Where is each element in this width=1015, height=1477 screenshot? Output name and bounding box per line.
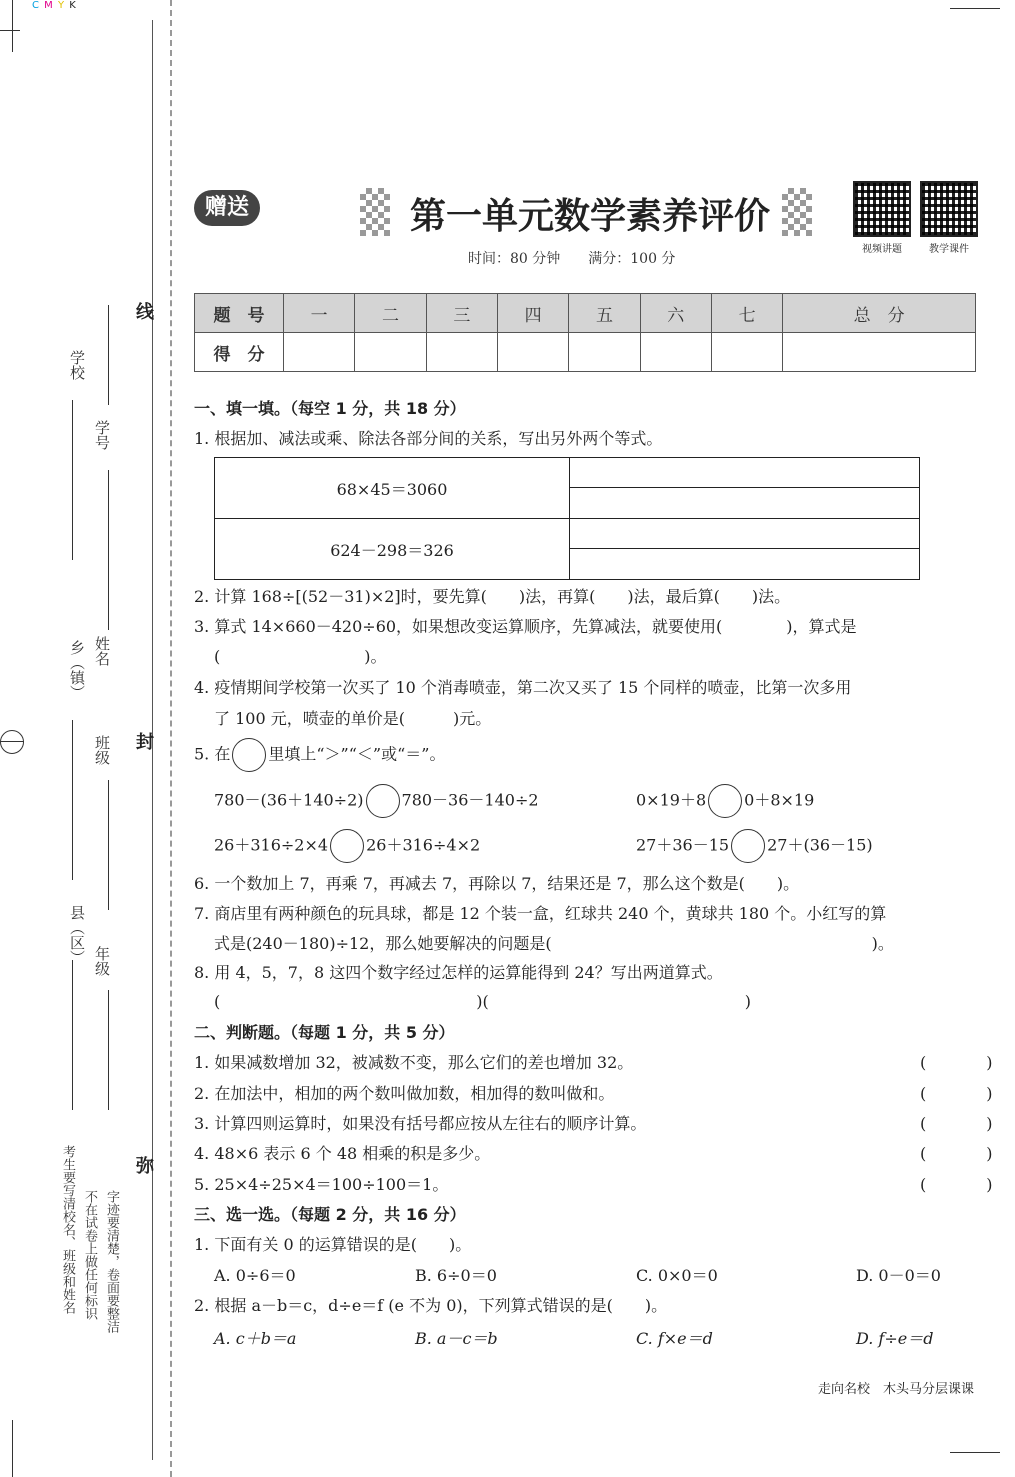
col-3: 三 (426, 294, 497, 333)
compare-2 (636, 784, 814, 818)
compare-3-left: 26＋316÷2×4 (214, 835, 329, 855)
qr-courseware-label: 教学课件 (929, 244, 969, 255)
q3-1-option-a[interactable]: A. 0÷6＝0 (214, 1266, 296, 1285)
compare-1-right: 780－36－140÷2 (401, 790, 539, 810)
mark-y: Y (58, 0, 66, 11)
q3-2: 2. 根据 a－b＝c，d÷e＝f (e 不为 0)，下列算式错误的是( )。 (194, 1296, 668, 1315)
judge-item: 2. 在加法中，相加的两个数叫做加数，相加得的数叫做和。 (194, 1084, 615, 1103)
q1-7: 7. 商店里有两种颜色的玩具球，都是 12 个装一盒，红球共 240 个，黄球共 180 个。小红写的算 (194, 904, 887, 923)
page-title: 第一单元数学素养评价 (410, 196, 771, 237)
score-label: 得 分 (195, 333, 284, 372)
mark-m: M (44, 0, 54, 11)
col-7: 七 (711, 294, 782, 333)
compare-circle-input[interactable] (708, 784, 742, 818)
compare-circle-icon (232, 738, 266, 772)
time-and-score-info: 时间：80 分钟 满分：100 分 (468, 251, 676, 267)
checker-decoration-right (782, 188, 812, 236)
compare-3 (214, 829, 480, 863)
seal-mark-seal: 封 (136, 732, 154, 753)
score-cell[interactable] (284, 333, 355, 372)
q1-4: 4. 疫情期间学校第一次买了 10 个消毒喷壶，第二次又买了 15 个同样的喷壶，比第一次多用 (194, 678, 852, 697)
school-label: 学校 (68, 350, 86, 380)
q1-8-blanks[interactable]: ( )( ) (214, 992, 751, 1011)
q3-2-option-a[interactable]: A. c＋b＝a (214, 1329, 297, 1348)
q1-1: 1. 根据加、减法或乘、除法各部分间的关系，写出另外两个等式。 (194, 429, 663, 448)
notice-line-3: 字迹要清楚，卷面要整洁 (104, 1190, 119, 1333)
judge-answer[interactable]: ( ) (920, 1084, 1015, 1103)
equation-1-answers (570, 458, 920, 519)
compare-2-left: 0×19＋8 (636, 790, 707, 810)
section3-title: 三、选一选。（每题 2 分，共 16 分） (194, 1205, 466, 1224)
print-color-marks (32, 0, 77, 11)
seal-mark-close: 弥 (136, 1156, 154, 1177)
equation-2: 624－298＝326 (215, 519, 570, 580)
col-2: 二 (355, 294, 426, 333)
score-table (194, 293, 976, 372)
q1-7-cont[interactable]: 式是(240－180)÷12，那么她要解决的问题是( )。 (214, 934, 894, 953)
county-blank (72, 960, 73, 1110)
crop-mark (950, 8, 1000, 9)
score-table-header-row (195, 294, 976, 333)
q3-1: 1. 下面有关 0 的运算错误的是( )。 (194, 1235, 472, 1254)
score-cell[interactable] (355, 333, 426, 372)
class-label: 班级 (93, 735, 111, 765)
col-4: 四 (497, 294, 568, 333)
q3-2-option-d[interactable]: D. f÷e＝d (856, 1329, 934, 1348)
answer-line[interactable] (570, 520, 919, 549)
equation-1: 68×45＝3060 (215, 458, 570, 519)
compare-circle-input[interactable] (731, 829, 765, 863)
section2-title: 二、判断题。（每题 1 分，共 5 分） (194, 1023, 455, 1042)
answer-line[interactable] (570, 549, 919, 578)
compare-3-right: 26＋316÷4×2 (366, 835, 481, 855)
col-5: 五 (569, 294, 640, 333)
section1-title: 一、填一填。（每空 1 分，共 18 分） (194, 399, 466, 418)
equation-2-answers (570, 519, 920, 580)
crop-mark (12, 0, 13, 52)
q1-8: 8. 用 4，5，7，8 这四个数字经过怎样的运算能得到 24？写出两道算式。 (194, 963, 723, 982)
score-cell[interactable] (711, 333, 782, 372)
score-cell[interactable] (497, 333, 568, 372)
town-blank (72, 720, 73, 880)
judge-item: 1. 如果减数增加 32，被减数不变，那么它们的差也增加 32。 (194, 1053, 634, 1072)
q3-1-option-d[interactable]: D. 0－0＝0 (856, 1266, 941, 1285)
q1-2: 2. 计算 168÷[(52－31)×2]时，要先算( )法，再算( )法，最后算( )法。 (194, 587, 791, 606)
score-cell[interactable] (426, 333, 497, 372)
checker-decoration-left (360, 188, 390, 236)
score-cell[interactable] (640, 333, 711, 372)
answer-line[interactable] (570, 459, 919, 488)
judge-item: 4. 48×6 表示 6 个 48 相乘的积是多少。 (194, 1144, 491, 1163)
judge-answer[interactable]: ( ) (920, 1053, 1015, 1072)
school-blank (72, 400, 73, 560)
mark-c: C (32, 0, 40, 11)
q1-6: 6. 一个数加上 7，再乘 7，再减去 7，再除以 7，结果还是 7，那么这个数是( )。 (194, 874, 800, 893)
judge-item: 3. 计算四则运算时，如果没有括号都应按从左往右的顺序计算。 (194, 1114, 647, 1133)
q3-1-option-b[interactable]: B. 6÷0＝0 (415, 1266, 497, 1285)
compare-1 (214, 784, 539, 818)
crop-mark (0, 741, 24, 742)
q1-5-pre: 5. 在 (194, 744, 231, 764)
col-1: 一 (284, 294, 355, 333)
judge-answer[interactable]: ( ) (920, 1114, 1015, 1133)
compare-1-left: 780－(36＋140÷2) (214, 790, 364, 810)
name-label: 姓名 (93, 636, 111, 666)
crop-mark (950, 1452, 1000, 1453)
col-total: 总 分 (783, 294, 976, 333)
score-cell[interactable] (783, 333, 976, 372)
qr-code-video-icon[interactable] (853, 181, 911, 237)
judge-answer[interactable]: ( ) (920, 1175, 1015, 1194)
registration-target-icon (0, 730, 24, 754)
county-label: 县（区） (68, 905, 86, 965)
mark-k: K (69, 0, 77, 11)
class-blank (108, 780, 109, 910)
q3-2-option-c[interactable]: C. f×e＝d (636, 1329, 713, 1348)
q3-1-option-c[interactable]: C. 0×0＝0 (636, 1266, 718, 1285)
qr-code-courseware-icon[interactable] (920, 181, 978, 237)
notice-line-1: 考生要写清校名、班级和姓名 (60, 1145, 75, 1314)
q1-3: 3. 算式 14×660－420÷60，如果想改变运算顺序，先算减法，就要使用( )，算式是 (194, 617, 857, 636)
grade-label: 年级 (93, 946, 111, 976)
q1-3-blank[interactable]: ( )。 (214, 647, 387, 666)
answer-line[interactable] (570, 488, 919, 517)
town-label: 乡（镇） (68, 640, 86, 700)
q3-2-option-b[interactable]: B. a－c＝b (415, 1329, 498, 1348)
name-blank (108, 470, 109, 630)
compare-4-right: 27＋(36－15) (767, 835, 873, 855)
score-cell[interactable] (569, 333, 640, 372)
grade-blank (108, 990, 109, 1110)
judge-answer[interactable]: ( ) (920, 1144, 1015, 1163)
q1-5 (194, 738, 445, 772)
q1-4-cont: 了 100 元，喷壶的单价是( )元。 (214, 709, 492, 728)
compare-4 (636, 829, 873, 863)
q1-5-post: 里填上“＞”“＜”或“＝”。 (268, 744, 446, 764)
student-no-label: 学号 (93, 420, 111, 450)
cut-dashed-line (170, 0, 172, 1477)
notice-line-2: 不在试卷上做任何标识 (82, 1190, 97, 1320)
student-no-blank (108, 305, 109, 405)
compare-circle-input[interactable] (366, 784, 400, 818)
crop-mark (12, 1420, 13, 1477)
question-number-label: 题 号 (195, 294, 284, 333)
gift-badge: 赠送 (194, 190, 260, 226)
compare-4-left: 27＋36－15 (636, 835, 730, 855)
compare-circle-input[interactable] (330, 829, 364, 863)
score-table-score-row (195, 333, 976, 372)
compare-2-right: 0＋8×19 (744, 790, 815, 810)
qr-video-label: 视频讲题 (862, 244, 902, 255)
col-6: 六 (640, 294, 711, 333)
crop-mark (0, 30, 20, 31)
judge-item: 5. 25×4÷25×4＝100÷100＝1。 (194, 1175, 449, 1194)
footer-publisher: 走向名校 木头马分层课课 (818, 1382, 975, 1397)
equation-table (214, 457, 920, 580)
seal-mark-line: 线 (136, 302, 154, 323)
